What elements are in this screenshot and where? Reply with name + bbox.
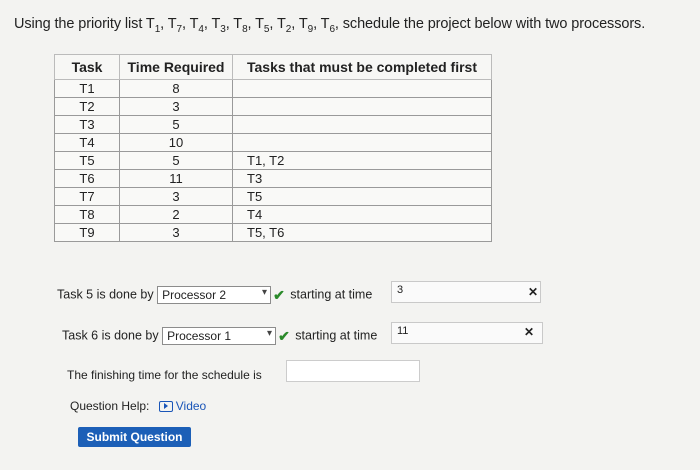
finishing-time-input[interactable] — [286, 360, 420, 382]
cell-time: 10 — [120, 134, 233, 152]
header-time: Time Required — [120, 55, 233, 80]
table-header-row — [55, 55, 492, 80]
table-row — [55, 152, 492, 170]
help-label: Question Help: — [70, 399, 150, 413]
video-icon — [159, 401, 173, 412]
table-row — [55, 188, 492, 206]
task6-answer-row — [62, 327, 377, 345]
priority-subscript: 6 — [329, 23, 335, 35]
table-row — [55, 170, 492, 188]
close-icon: ✕ — [528, 285, 539, 299]
cell-prerequisites: T1, T2 — [233, 152, 492, 170]
header-prerequisites: Tasks that must be completed first — [233, 55, 492, 80]
close-icon: ✕ — [524, 325, 535, 339]
table-row — [55, 206, 492, 224]
task6-processor-value: Processor 1 — [167, 329, 232, 343]
task5-start-input[interactable] — [391, 281, 541, 303]
cell-time: 2 — [120, 206, 233, 224]
task5-start-label: starting at time — [290, 287, 373, 302]
cell-time: 5 — [120, 116, 233, 134]
cell-prerequisites: T4 — [233, 206, 492, 224]
cell-task: T3 — [55, 116, 120, 134]
cell-task: T8 — [55, 206, 120, 224]
task6-processor-select[interactable] — [162, 327, 276, 345]
priority-subscript: 5 — [263, 23, 270, 35]
priority-subscript: 9 — [307, 23, 314, 35]
finishing-time-label: The finishing time for the schedule is — [67, 368, 262, 382]
question-prompt — [14, 16, 645, 35]
task-table — [54, 54, 492, 242]
cell-time: 11 — [120, 170, 233, 188]
cell-prerequisites — [233, 134, 492, 152]
priority-item: T — [255, 16, 264, 32]
priority-subscript: 1 — [154, 23, 161, 35]
priority-item: T — [276, 16, 286, 32]
task6-start-input[interactable] — [391, 322, 543, 344]
task6-start-label: starting at time — [295, 328, 378, 343]
task5-start-value: 3 — [397, 284, 404, 296]
submit-question-button[interactable]: Submit Question — [78, 427, 191, 447]
cell-task: T1 — [55, 80, 120, 98]
priority-item: T — [320, 16, 330, 32]
video-link[interactable] — [159, 399, 206, 413]
cell-task: T4 — [55, 134, 120, 152]
question-help — [70, 399, 206, 413]
priority-subscript: 8 — [242, 23, 248, 35]
priority-item: T — [211, 16, 221, 32]
cell-prerequisites: T5, T6 — [233, 224, 492, 242]
table-row — [55, 98, 492, 116]
cell-task: T5 — [55, 152, 120, 170]
cell-prerequisites — [233, 80, 492, 98]
task5-label: Task 5 is done by — [57, 287, 154, 302]
cell-time: 3 — [120, 188, 233, 206]
priority-subscript: 4 — [198, 23, 204, 35]
task5-answer-row — [57, 286, 372, 304]
table-row — [55, 116, 492, 134]
cell-task: T7 — [55, 188, 120, 206]
priority-subscript: 2 — [285, 23, 292, 35]
task6-label: Task 6 is done by — [62, 328, 159, 343]
cell-task: T6 — [55, 170, 120, 188]
task5-processor-select[interactable] — [157, 286, 271, 304]
task5-processor-value: Processor 2 — [162, 288, 227, 302]
cell-prerequisites — [233, 116, 492, 134]
cell-time: 8 — [120, 80, 233, 98]
priority-item: T — [167, 16, 177, 32]
priority-item: T — [189, 16, 199, 32]
priority-item: T — [298, 16, 308, 32]
table-row — [55, 224, 492, 242]
cell-time: 3 — [120, 98, 233, 116]
chevron-down-icon: ▾ — [267, 328, 273, 339]
check-icon: ✔ — [278, 327, 290, 344]
priority-subscript: 3 — [220, 23, 226, 35]
prompt-suffix: , schedule the project below with two processors. — [334, 16, 646, 32]
video-link-label: Video — [175, 399, 207, 413]
chevron-down-icon: ▾ — [262, 287, 268, 298]
priority-item: T — [145, 16, 155, 32]
cell-prerequisites: T3 — [233, 170, 492, 188]
priority-list: $T_1$, $T_7$, $T_4$, $T_3$, $T_8$, $T_5$, $T_2$, $T_9$, $T_6$ — [145, 16, 335, 35]
task6-start-value: 11 — [397, 325, 409, 337]
table-row — [55, 134, 492, 152]
check-icon: ✔ — [273, 286, 285, 303]
header-task: Task — [55, 55, 120, 80]
cell-time: 3 — [120, 224, 233, 242]
cell-prerequisites: T5 — [233, 188, 492, 206]
priority-item: T — [233, 16, 243, 32]
cell-task: T2 — [55, 98, 120, 116]
table-row — [55, 80, 492, 98]
cell-task: T9 — [55, 224, 120, 242]
cell-time: 5 — [120, 152, 233, 170]
priority-subscript: 7 — [176, 23, 182, 35]
cell-prerequisites — [233, 98, 492, 116]
prompt-prefix: Using the priority list — [14, 16, 146, 32]
